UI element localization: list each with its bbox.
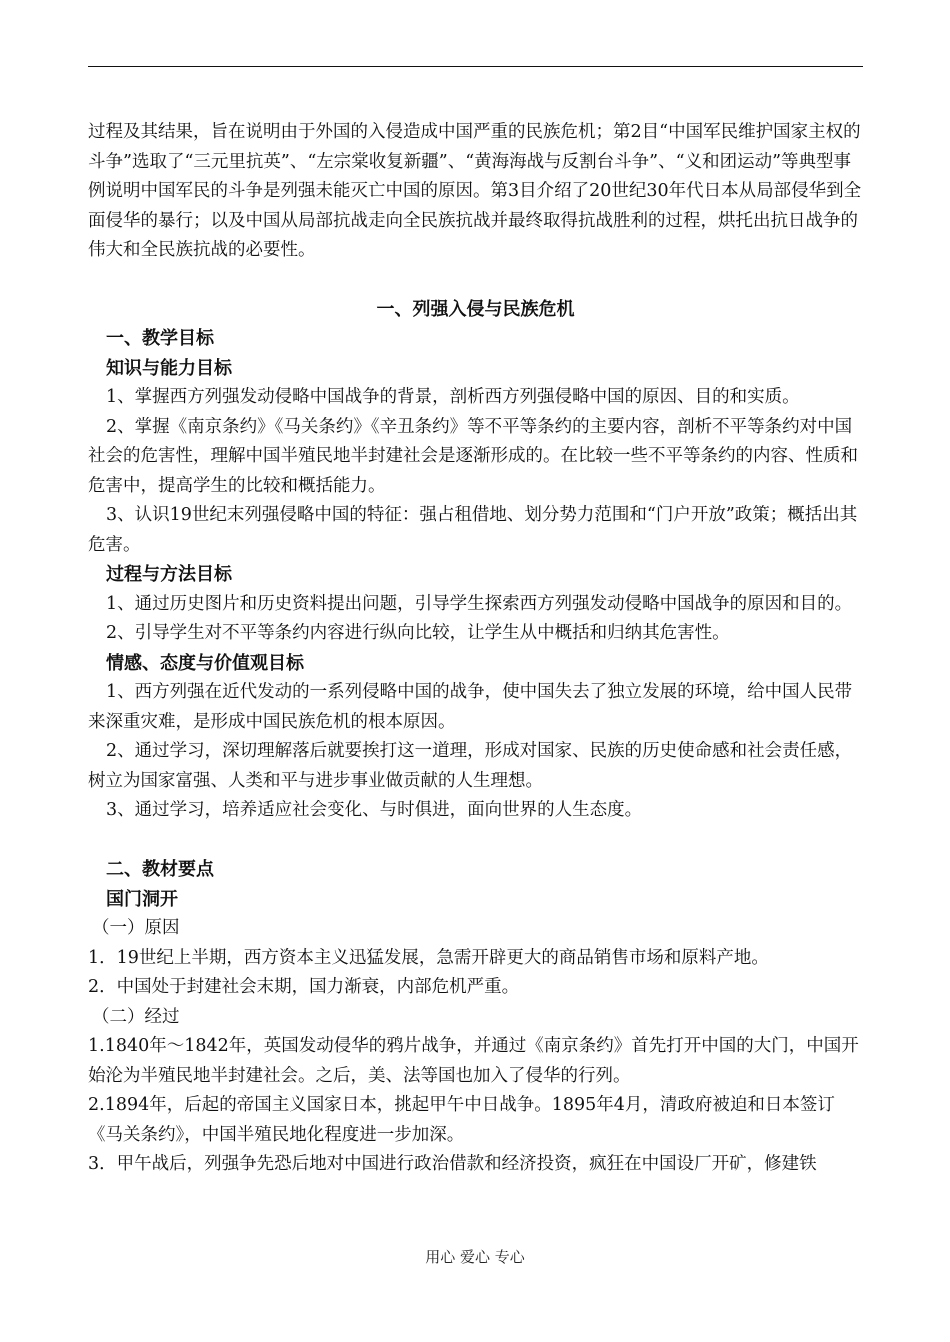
page-footer: 用心 爱心 专心 bbox=[425, 1248, 525, 1266]
header-rule bbox=[88, 66, 863, 67]
knowledge-goals-heading: 知识与能力目标 bbox=[106, 357, 232, 379]
values-goal-item: 2、通过学习，深切理解落后就要挨打这一道理，形成对国家、民族的历史使命感和社会责任感，树立为国家富强、人类和平与进步事业做贡献的人生理想。 bbox=[88, 741, 853, 791]
section-title: 一、列强入侵与民族危机 bbox=[376, 298, 575, 320]
spacer bbox=[88, 826, 863, 856]
intro-paragraph: 过程及其结果，旨在说明由于外国的入侵造成中国严重的民族危机；第2目“中国军民维护国家主权的斗争”选取了“三元里抗英”、“左宗棠收复新疆”、“黄海海战与反割台斗争”、“义和团运动”等典型事例说明中国军民的斗争是列强未能灭亡中国的原因。第3目介绍了20世纪30年代日本从局部侵华到全面侵华的暴行；以及中国从局部抗战走向全民族抗战并最终取得抗战胜利的过程，烘托出抗日战争的伟大和全民族抗战的必要性。 bbox=[88, 122, 862, 260]
values-goal-item: 1、西方列强在近代发动的一系列侵略中国的战争，使中国失去了独立发展的环境，给中国人民带来深重灾难，是形成中国民族危机的根本原因。 bbox=[88, 682, 853, 732]
process-item: 3．甲午战后，列强争先恐后地对中国进行政治借款和经济投资，疯狂在中国设厂开矿，修建铁 bbox=[88, 1154, 817, 1174]
document-body bbox=[88, 118, 863, 1180]
process-goal-item: 2、引导学生对不平等条约内容进行纵向比较，让学生从中概括和归纳其危害性。 bbox=[106, 623, 730, 643]
knowledge-goal-item: 1、掌握西方列强发动侵略中国战争的背景，剖析西方列强侵略中国的原因、目的和实质。 bbox=[106, 387, 800, 407]
cause-item: 2．中国处于封建社会末期，国力渐衰，内部危机严重。 bbox=[88, 977, 520, 997]
process-item: 1.1840年～1842年，英国发动侵华的鸦片战争，并通过《南京条约》首先打开中国的大门，中国开始沦为半殖民地半封建社会。之后，美、法等国也加入了侵华的行列。 bbox=[88, 1036, 859, 1086]
knowledge-goal-item: 3、认识19世纪末列强侵略中国的特征：强占租借地、划分势力范围和“门户开放”政策；概括出其危害。 bbox=[88, 505, 858, 555]
process-goal-item: 1、通过历史图片和历史资料提出问题，引导学生探索西方列强发动侵略中国战争的原因和目的。 bbox=[106, 593, 853, 614]
teaching-goals-heading: 一、教学目标 bbox=[106, 328, 214, 349]
causes-label: （一）原因 bbox=[92, 918, 180, 938]
process-goals-heading: 过程与方法目标 bbox=[106, 564, 232, 585]
values-goal-item: 3、通过学习，培养适应社会变化、与时俱进，面向世界的人生态度。 bbox=[106, 800, 643, 820]
values-goals-heading: 情感、态度与价值观目标 bbox=[106, 652, 304, 674]
cause-item: 1．19世纪上半期，西方资本主义迅猛发展，急需开辟更大的商品销售市场和原料产地。 bbox=[88, 947, 769, 968]
process-label: （二）经过 bbox=[92, 1006, 180, 1027]
knowledge-goal-item: 2、掌握《南京条约》《马关条约》《辛丑条约》等不平等条约的主要内容，剖析不平等条约对中国社会的危害性，理解中国半殖民地半封建社会是逐渐形成的。在比较一些不平等条约的内容、性质和危害中，提高学生的比较和概括能力。 bbox=[88, 416, 858, 496]
key-points-heading: 二、教材要点 bbox=[106, 859, 214, 880]
key-points-subheading: 国门洞开 bbox=[106, 888, 178, 910]
process-item: 2.1894年，后起的帝国主义国家日本，挑起甲午中日战争。1895年4月，清政府被迫和日本签订《马关条约》，中国半殖民地化程度进一步加深。 bbox=[88, 1095, 835, 1145]
